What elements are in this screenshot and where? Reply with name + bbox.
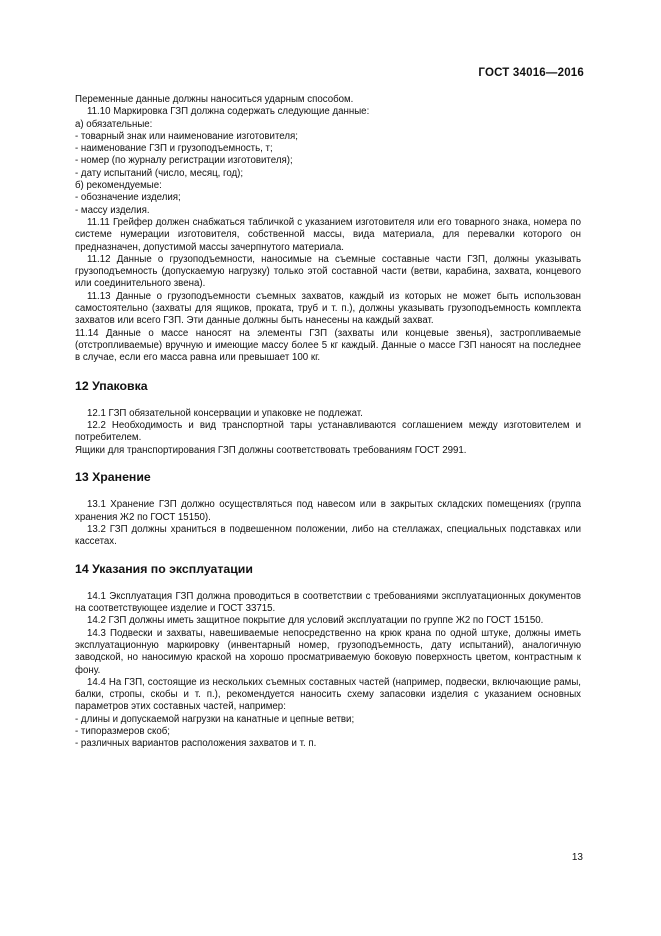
paragraph: 14.1 Эксплуатация ГЗП должна проводиться в соответствии с требованиями эксплуатационных документов на соответствующее изделие и ГОСТ 33715. [75, 590, 581, 615]
paragraph: 11.12 Данные о грузоподъемности, наносимые на съемные составные части ГЗП, должны указывать грузоподъемность (допускаемую нагрузку) только этой составной части (ветви, карабина, захвата, концевого или соединительного звена). [75, 253, 581, 290]
paragraph: - различных вариантов расположения захватов и т. п. [75, 738, 317, 750]
paragraph: - обозначение изделия; [75, 192, 181, 204]
paragraph: 11.11 Грейфер должен снабжаться табличкой с указанием изготовителя или его товарного знака, номера по системе нумерации изготовителя, собственной массы, вида материала, для перевалки которого он предназначен, допустимой массы зачерпнутого материала. [75, 216, 581, 253]
paragraph: - длины и допускаемой нагрузки на канатные и цепные ветви; [75, 713, 355, 725]
section-heading-storage: 13 Хранение [75, 470, 151, 485]
paragraph: 12.2 Необходимость и вид транспортной тары устанавливаются соглашением между изготовителем и потребителем. [75, 420, 581, 444]
paragraph: а) обязательные: [75, 118, 153, 130]
packaging-section [75, 408, 581, 457]
page-header-title: ГОСТ 34016—2016 [478, 67, 584, 79]
paragraph: 13.1 Хранение ГЗП должно осуществляться под навесом или в закрытых складских помещениях (группа хранения Ж2 по ГОСТ 15150). [75, 499, 581, 523]
marking-section [75, 94, 581, 365]
paragraph: 14.2 ГЗП должны иметь защитное покрытие для условий эксплуатации по группе Ж2 по ГОСТ 15150. [87, 615, 544, 627]
paragraph: 11.10 Маркировка ГЗП должна содержать следующие данные: [87, 106, 370, 118]
paragraph: 14.4 На ГЗП, состоящие из нескольких съемных составных частей (например, подвески, включающие рамы, балки, стропы, скобы и т. п.), рекомендуется наносить схему запасовки изделия с указанием основных параметров этих составных частей, например: [75, 676, 581, 713]
paragraph: 14.3 Подвески и захваты, навешиваемые непосредственно на крюк крана по одной штуке, должны иметь эксплуатационную маркировку (инвентарный номер, грузоподъемность, дату испытаний), аналогичную заводской, но наносимую краской на хорошо просматриваемую боковую поверхность цветом, контрастным к фону. [75, 627, 581, 676]
paragraph: - массу изделия. [75, 204, 150, 216]
paragraph: Ящики для транспортирования ГЗП должны соответствовать требованиям ГОСТ 2991. [75, 444, 467, 456]
paragraph: Переменные данные должны наноситься ударным способом. [75, 94, 354, 105]
paragraph: - наименование ГЗП и грузоподъемность, т; [75, 143, 273, 155]
paragraph: - дату испытаний (число, месяц, год); [75, 167, 244, 179]
paragraph: 11.14 Данные о массе наносят на элементы ГЗП (захваты или концевые звенья), застропливаемые (отстропливаемые) вручную и имеющие массу более 5 кг каждый. Данные о массе ГЗП наносят на последнее в случае, если его масса равна или превышает 100 кг. [75, 327, 581, 364]
section-heading-operation: 14 Указания по эксплуатации [75, 561, 253, 576]
section-heading-packaging: 12 Упаковка [75, 378, 148, 393]
page-number: 13 [571, 852, 583, 863]
storage-section [75, 499, 581, 548]
document-body [75, 94, 581, 751]
paragraph: - номер (по журналу регистрации изготовителя); [75, 155, 293, 167]
paragraph: 11.13 Данные о грузоподъемности съемных захватов, каждый из которых не может быть использован самостоятельно (захваты для ящиков, проката, труб и т. п.), должны указывать грузоподъемность комплекта захватов или всего ГЗП. Эти данные должны быть нанесены на каждый захват. [75, 290, 581, 327]
operation-section [75, 591, 581, 751]
paragraph: - типоразмеров скоб; [75, 726, 170, 738]
paragraph: б) рекомендуемые: [75, 180, 162, 192]
paragraph: 12.1 ГЗП обязательной консервации и упаковке не подлежат. [87, 407, 363, 419]
paragraph: - товарный знак или наименование изготовителя; [75, 130, 298, 142]
paragraph: 13.2 ГЗП должны храниться в подвешенном положении, либо на стеллажах, специальных подставках или кассетах. [75, 523, 581, 548]
